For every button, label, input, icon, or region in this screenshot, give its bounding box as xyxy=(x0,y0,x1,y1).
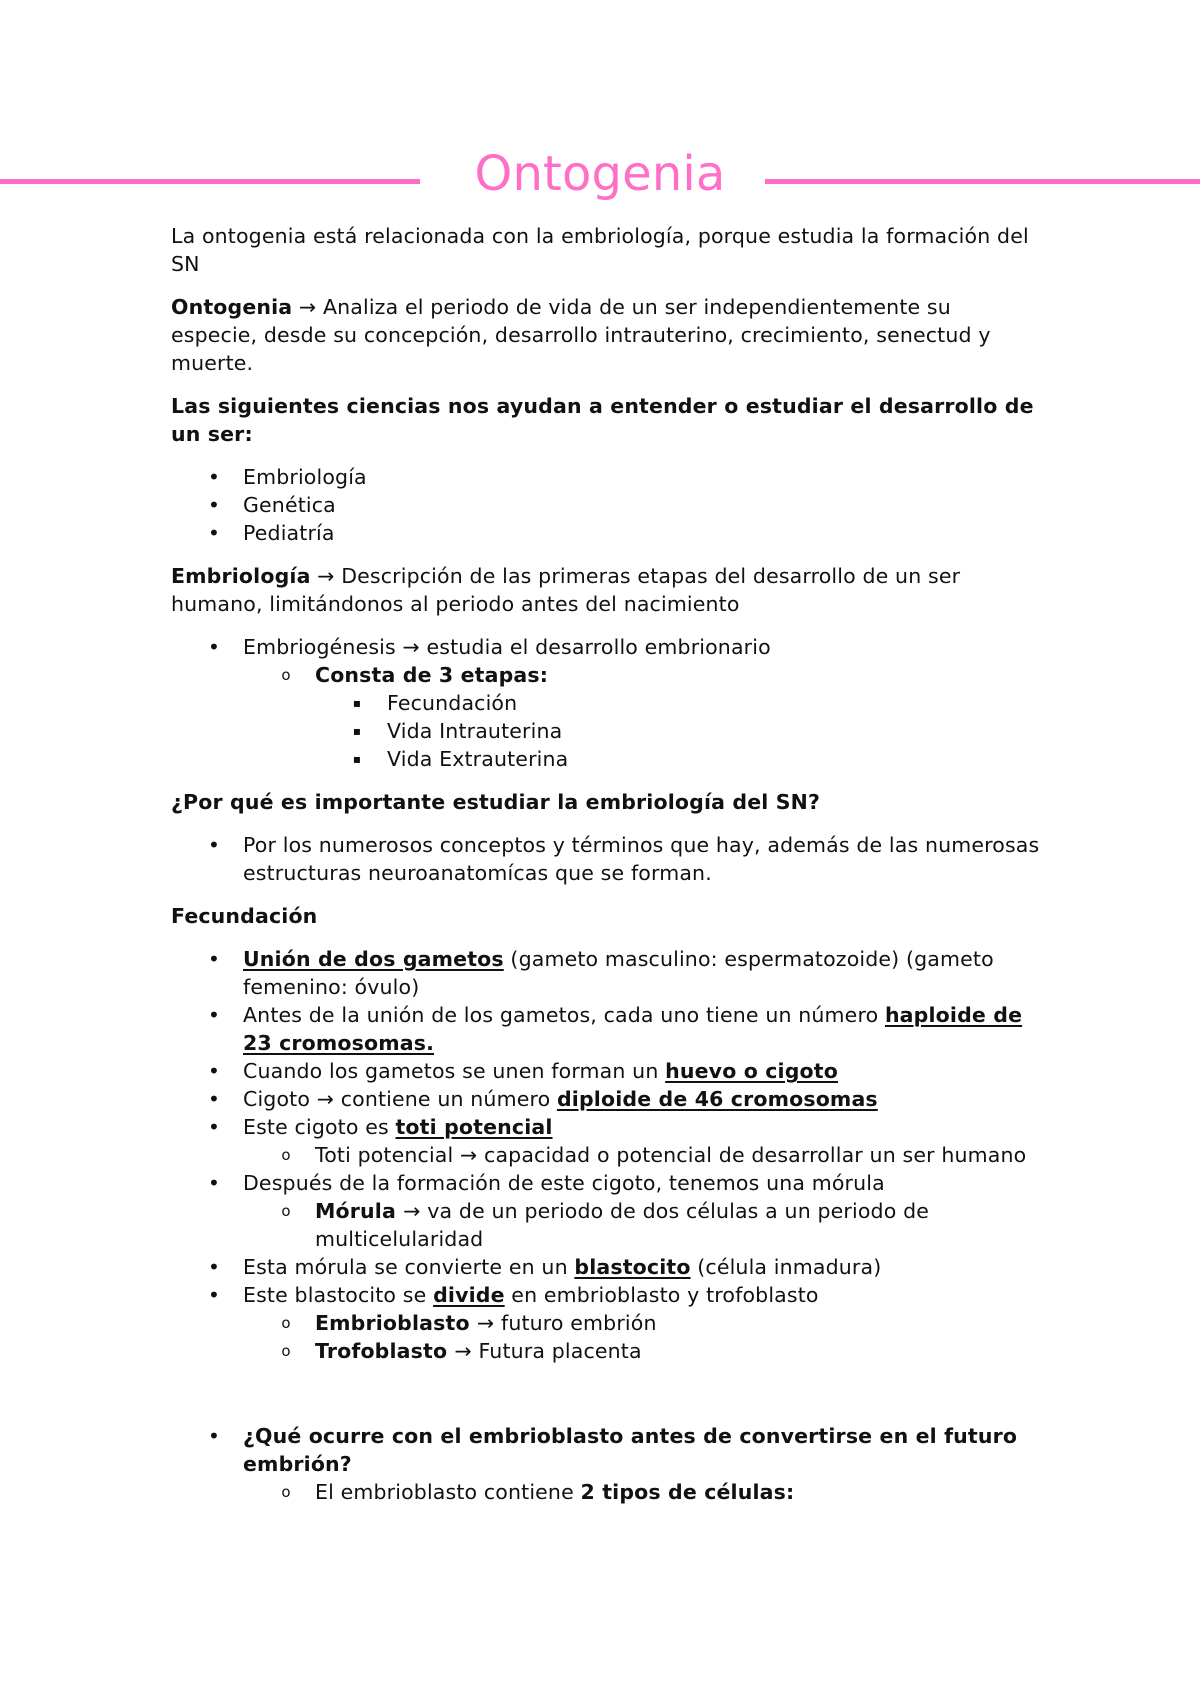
bullet-icon: • xyxy=(207,1255,221,1279)
key-term: Trofoblasto xyxy=(315,1339,455,1363)
list-item-text: Después de la formación de este cigoto, tenemos una mórula xyxy=(243,1171,885,1195)
list-item xyxy=(171,689,1041,717)
circle-bullet-icon: o xyxy=(281,666,291,684)
list-item xyxy=(171,1337,1041,1365)
arrow-right-icon: → xyxy=(298,295,317,319)
bullet-icon: • xyxy=(207,947,221,971)
importance-question-text: ¿Por qué es importante estudiar la embriología del SN? xyxy=(171,790,820,814)
definition-text: Analiza el periodo de vida de un ser independientemente su especie, desde su concepción, desarrollo intrauterino, crecimiento, senectud y muerte. xyxy=(171,295,991,375)
title-rule-right xyxy=(765,179,1200,184)
list-item-text: Futura placenta xyxy=(471,1339,642,1363)
bullet-icon: • xyxy=(207,521,221,545)
sciences-heading-text: Las siguientes ciencias nos ayudan a entender o estudiar el desarrollo de un ser: xyxy=(171,394,1034,446)
list-item xyxy=(171,519,1041,547)
list-item-text: Toti potencial xyxy=(315,1143,461,1167)
blank-space xyxy=(171,1380,1041,1422)
title-rule-left xyxy=(0,179,420,184)
list-item-text: Antes de la unión de los gametos, cada uno tiene un número xyxy=(243,1003,885,1027)
fecundacion-list xyxy=(171,945,1041,1365)
list-item-text: Cigoto xyxy=(243,1087,317,1111)
list-item-text: El embrioblasto contiene xyxy=(315,1480,581,1504)
arrow-right-icon: → xyxy=(403,1199,421,1223)
list-item-text: contiene un número xyxy=(334,1087,557,1111)
embriologia-definition xyxy=(171,562,1041,618)
list-item xyxy=(171,633,1041,661)
page-title: Ontogenia xyxy=(474,146,726,202)
list-item xyxy=(171,1309,1041,1337)
key-term: blastocito xyxy=(574,1255,691,1279)
list-item xyxy=(171,1197,1041,1253)
circle-bullet-icon: o xyxy=(281,1314,291,1332)
circle-bullet-icon: o xyxy=(281,1342,291,1360)
list-item xyxy=(171,491,1041,519)
arrow-right-icon: → xyxy=(317,564,335,588)
key-term: haploide de 23 cromosomas. xyxy=(243,1003,1023,1055)
term-embriogenesis: Embriogénesis xyxy=(243,635,403,659)
key-term: 2 tipos de células: xyxy=(580,1480,795,1504)
list-item xyxy=(171,1422,1041,1478)
key-term: Embrioblasto xyxy=(315,1311,477,1335)
arrow-right-icon: → xyxy=(476,1311,495,1335)
key-term: toti potencial xyxy=(395,1115,553,1139)
list-item xyxy=(171,1085,1041,1113)
importance-question xyxy=(171,788,1041,816)
bullet-icon: • xyxy=(207,1283,221,1307)
definition-text: Descripción de las primeras etapas del desarrollo de un ser humano, limitándonos al periodo antes del nacimiento xyxy=(171,564,961,616)
key-term: huevo o cigoto xyxy=(665,1059,838,1083)
square-bullet-icon: ▪ xyxy=(352,752,362,766)
fecundacion-heading-text: Fecundación xyxy=(171,904,318,928)
list-item xyxy=(171,1253,1041,1281)
bullet-icon: • xyxy=(207,493,221,517)
list-item-text: Esta mórula se convierte en un xyxy=(243,1255,575,1279)
list-item-text: Pediatría xyxy=(243,521,335,545)
list-item-text: capacidad o potencial de desarrollar un ser humano xyxy=(477,1143,1027,1167)
square-bullet-icon: ▪ xyxy=(352,724,362,738)
list-item xyxy=(171,1141,1041,1169)
list-item-text: Este blastocito se xyxy=(243,1283,434,1307)
square-bullet-icon: ▪ xyxy=(352,696,362,710)
list-item xyxy=(171,661,1041,689)
key-term: Unión de dos gametos xyxy=(243,947,504,971)
list-item xyxy=(171,1057,1041,1085)
stage-text: Vida Intrauterina xyxy=(387,719,563,743)
list-item-text: estudia el desarrollo embrionario xyxy=(419,635,771,659)
fecundacion-heading xyxy=(171,902,1041,930)
circle-bullet-icon: o xyxy=(281,1483,291,1501)
circle-bullet-icon: o xyxy=(281,1202,291,1220)
list-item xyxy=(171,1478,1041,1506)
ontogenia-definition xyxy=(171,293,1041,377)
list-item xyxy=(171,1281,1041,1309)
list-item-text: va de un periodo de dos células a un periodo de multicelularidad xyxy=(315,1199,929,1251)
list-item-text: Por los numerosos conceptos y términos que hay, además de las numerosas estructuras neuroanatomícas que se forman. xyxy=(243,833,1040,885)
term-ontogenia: Ontogenia xyxy=(171,295,293,319)
stage-text: Fecundación xyxy=(387,691,518,715)
list-item-text: Este cigoto es xyxy=(243,1115,396,1139)
bullet-icon: • xyxy=(207,833,221,857)
bullet-icon: • xyxy=(207,1115,221,1139)
sciences-heading xyxy=(171,392,1041,448)
list-item xyxy=(171,1113,1041,1141)
importance-list xyxy=(171,831,1041,887)
arrow-right-icon: → xyxy=(402,635,420,659)
bullet-icon: • xyxy=(207,1171,221,1195)
bullet-icon: • xyxy=(207,635,221,659)
list-item xyxy=(171,831,1041,887)
list-item xyxy=(171,945,1041,1001)
list-item-text: (célula inmadura) xyxy=(690,1255,882,1279)
bullet-icon: • xyxy=(207,465,221,489)
list-item xyxy=(171,1169,1041,1197)
bullet-icon: • xyxy=(207,1424,221,1448)
question-text: ¿Qué ocurre con el embrioblasto antes de convertirse en el futuro embrión? xyxy=(243,1424,1018,1476)
list-item-text: Cuando los gametos se unen forman un xyxy=(243,1059,666,1083)
term-embriologia: Embriología xyxy=(171,564,311,588)
document-body xyxy=(171,222,1041,1521)
list-item xyxy=(171,1001,1041,1057)
arrow-right-icon: → xyxy=(460,1143,478,1167)
list-item-text: (gameto masculino: espermatozoide) (gameto femenino: óvulo) xyxy=(243,947,994,999)
intro-paragraph: La ontogenia está relacionada con la embriología, porque estudia la formación del SN xyxy=(171,224,1029,276)
key-term: divide xyxy=(433,1283,505,1307)
list-item-text: futuro embrión xyxy=(494,1311,657,1335)
circle-bullet-icon: o xyxy=(281,1146,291,1164)
bullet-icon: • xyxy=(207,1087,221,1111)
question2-list xyxy=(171,1422,1041,1506)
sciences-list xyxy=(171,463,1041,547)
list-item-text: en embrioblasto y trofoblasto xyxy=(504,1283,819,1307)
stage-text: Vida Extrauterina xyxy=(387,747,569,771)
key-term: Mórula xyxy=(315,1199,404,1223)
list-item xyxy=(171,717,1041,745)
arrow-right-icon: → xyxy=(454,1339,472,1363)
list-item xyxy=(171,745,1041,773)
list-item-text: Embriología xyxy=(243,465,367,489)
key-term: diploide de 46 cromosomas xyxy=(556,1087,878,1111)
embriogenesis-list xyxy=(171,633,1041,773)
list-item xyxy=(171,463,1041,491)
bullet-icon: • xyxy=(207,1059,221,1083)
stages-heading: Consta de 3 etapas: xyxy=(315,663,549,687)
bullet-icon: • xyxy=(207,1003,221,1027)
list-item-text: Genética xyxy=(243,493,336,517)
arrow-right-icon: → xyxy=(316,1087,335,1111)
